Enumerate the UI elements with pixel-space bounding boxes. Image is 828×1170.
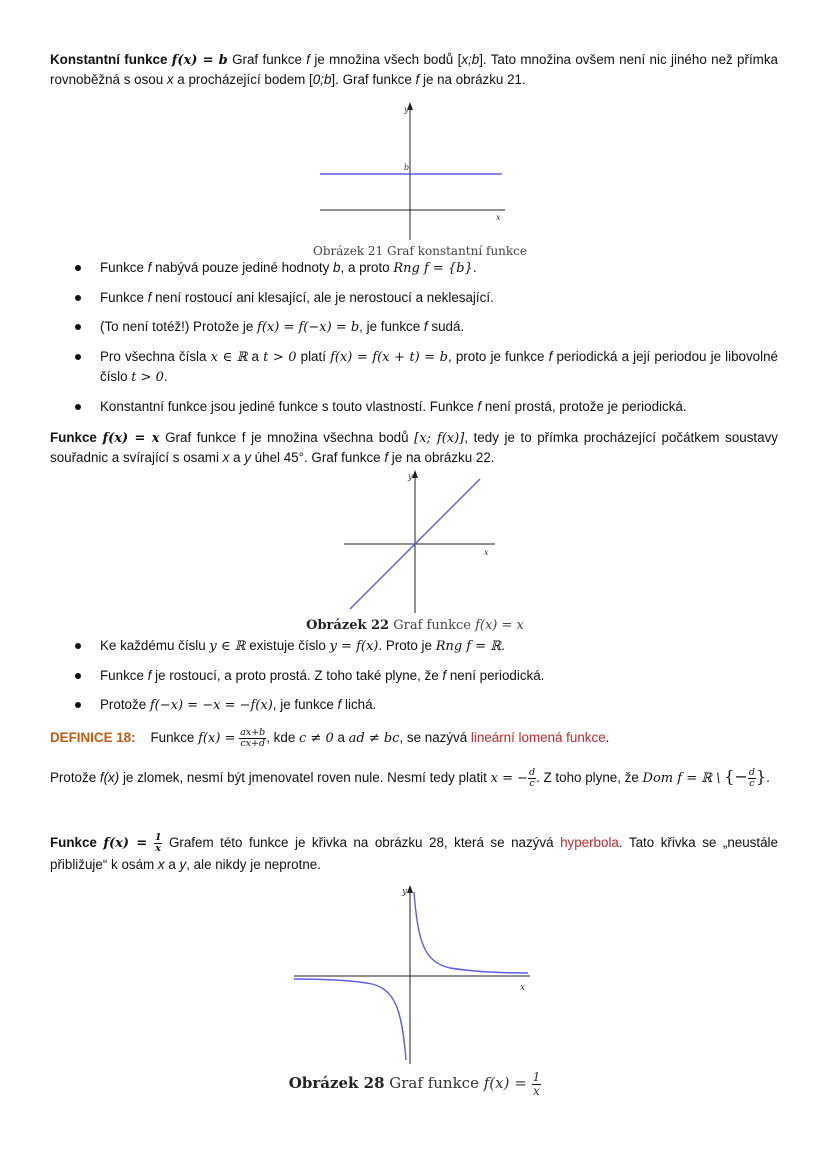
list-item: Funkce f není rostoucí ani klesající, ale je nerostoucí a neklesající. xyxy=(50,288,778,307)
fraction: $\frac{1}{x}$ xyxy=(154,831,162,854)
figure-22-caption: Obrázek 22 Graf funkce f(x) = x xyxy=(306,618,524,633)
bullet-icon xyxy=(75,702,81,708)
list-item: Konstantní funkce jsou jediné funkce s touto vlastností. Funkce f není prostá, protože je periodická. xyxy=(50,397,778,416)
fraction: $\frac{1}{x}$ xyxy=(532,1069,541,1098)
list-item: Funkce f nabývá pouze jediné hodnoty b, a proto Rng f = {b}. xyxy=(50,258,778,278)
figure-21-caption: Obrázek 21 Graf konstantní funkce xyxy=(312,244,528,255)
x-axis-label: x xyxy=(496,213,501,222)
constant-function-paragraph: Konstantní funkce f(x) = b Graf funkce f je množina všech bodů [x;b]. Tato množina ovšem není nic jiného než přímka rovnoběžná s osou x a procházející bodem [0;b]. Graf funkce f je na obrázku 21. xyxy=(50,52,778,87)
hyperbola-paragraph: Funkce f(x) = $\frac{1}{x}$ Grafem této funkce je křivka na obrázku 28, která se nazývá hyperbola. Tato křivka se „neustále přibližuje“ k osám x a y, ale nikdy je neprotne. xyxy=(50,831,778,872)
figure-22-identity-graph xyxy=(340,467,500,615)
defined-term: lineární lomená funkce xyxy=(470,730,606,746)
fraction: $\frac{ax+b}{cx+d}$ xyxy=(240,727,266,749)
section-heading: Funkce xyxy=(50,430,97,445)
definition-18: DEFINICE 18: Funkce f(x) = $\frac{ax+b}{cx+d}$ , kde c ≠ 0 a ad ≠ bc, se nazývá lineární lomená funkce. xyxy=(50,727,610,749)
definition-label: DEFINICE 18: xyxy=(50,730,136,746)
section-heading: Funkce xyxy=(50,835,97,850)
hyperbola-right-branch xyxy=(414,892,528,973)
y-axis-arrow xyxy=(412,470,418,478)
fraction: $\frac{d}{c}$ xyxy=(529,766,536,789)
list-item: (To není totéž!) Protože je f(x) = f(−x) = b, je funkce f sudá. xyxy=(50,317,778,337)
section-heading: Konstantní funkce xyxy=(50,52,168,67)
bullet-icon xyxy=(75,643,81,649)
bullet-icon xyxy=(75,324,81,330)
y-axis-label: y xyxy=(404,105,409,114)
figure-28-hyperbola-graph xyxy=(290,882,535,1067)
bullet-icon xyxy=(75,673,81,679)
identity-function-properties xyxy=(50,636,778,715)
bullet-icon xyxy=(75,354,81,360)
figure-28-caption: Obrázek 28 Graf funkce f(x) = $\frac{1}{x}$ xyxy=(288,1069,541,1098)
y-axis-label: y xyxy=(402,887,408,897)
list-item: Funkce f je rostoucí, a proto prostá. Z toho také plyne, že f není periodická. xyxy=(50,666,778,685)
constant-function-properties xyxy=(50,258,778,416)
figure-21-constant-graph xyxy=(310,100,510,245)
fraction: $\frac{d}{c}$ xyxy=(748,766,755,789)
x-axis-label: x xyxy=(520,983,526,993)
x-axis-label: x xyxy=(484,548,489,557)
b-label: b xyxy=(404,163,410,172)
figure-21-caption-clip xyxy=(300,244,540,255)
hyperbola-left-branch xyxy=(294,979,406,1060)
list-item: Pro všechna čísla x ∈ ℝ a t > 0 platí f(x) = f(x + t) = b, proto je funkce f periodická a její periodou je libovolné číslo t > 0. xyxy=(50,347,778,387)
bullet-icon xyxy=(75,295,81,301)
y-axis-label: y xyxy=(408,472,413,481)
domain-paragraph: Protože f(x) je zlomek, nesmí být jmenovatel roven nule. Nesmí tedy platit x = − $\frac{d}{c}$ . Z toho plyne, že Dom f = ℝ \ {− $\frac{d}{c}$ }. xyxy=(50,766,770,789)
heading-math: f(x) = b xyxy=(171,53,228,68)
y-axis-arrow xyxy=(407,885,413,893)
bullet-icon xyxy=(75,265,81,271)
list-item: Ke každému číslu y ∈ ℝ existuje číslo y = f(x). Proto je Rng f = ℝ. xyxy=(50,636,778,656)
hyperbola-term: hyperbola xyxy=(560,835,619,850)
identity-function-paragraph: Funkce f(x) = x Graf funkce f je množina všechna bodů [x; f(x)], tedy je to přímka procházející počátkem soustavy souřadnic a svírající s osami x a y úhel 45°. Graf funkce f je na obrázku 22. xyxy=(50,430,778,465)
list-item: Protože f(−x) = −x = −f(x), je funkce f lichá. xyxy=(50,695,778,715)
bullet-icon xyxy=(75,404,81,410)
